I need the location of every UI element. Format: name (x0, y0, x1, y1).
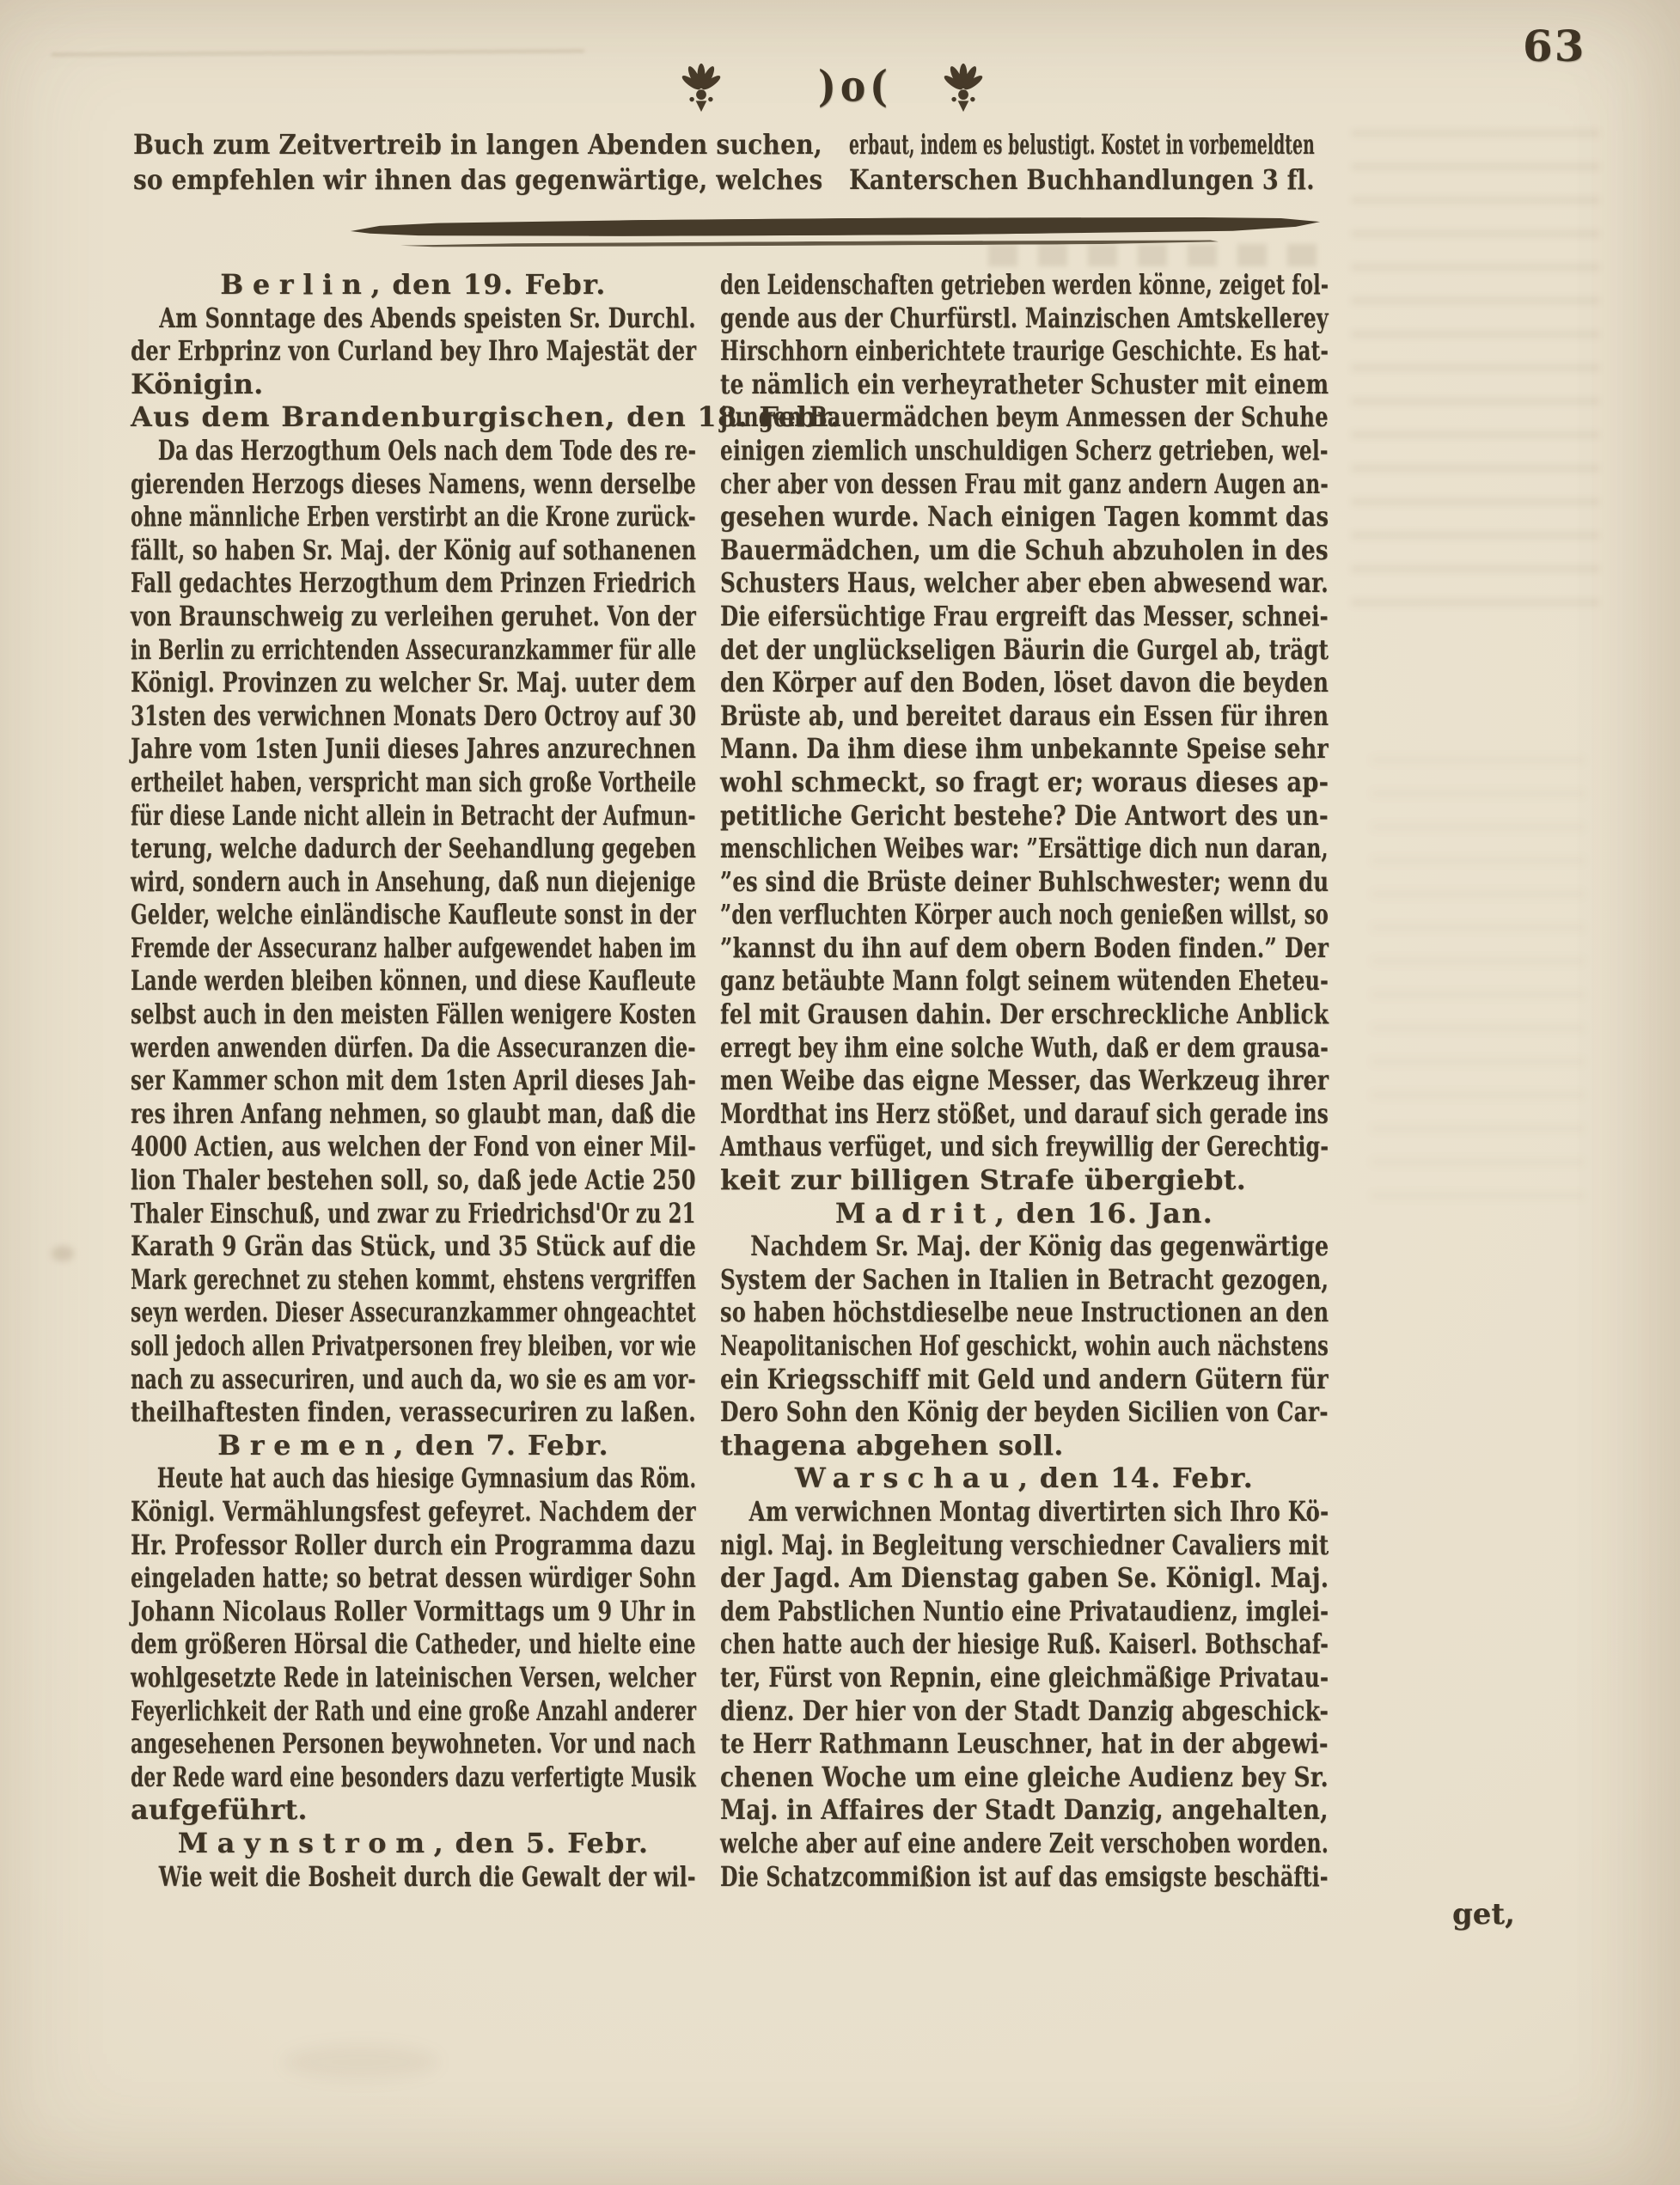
dateline-date: Aus dem Brandenburgischen, den 18. Febr. (131, 400, 841, 434)
text-line: Lande werden bleiben können, und diese Kaufleute (131, 964, 696, 998)
text-line: eingeladen hatte; so betrat dessen würdiger Sohn (131, 1561, 697, 1595)
section-heading (131, 268, 696, 302)
text-line: System der Sachen in Italien in Betracht gezogen, (720, 1262, 1329, 1296)
page-number: 63 (1523, 21, 1586, 71)
rule-thin-line (400, 240, 1219, 248)
text-line: der Rede ward eine besonders dazu verfertigte Musik (131, 1760, 696, 1793)
text-line: angesehenen Personen beywohneten. Vor und nach (131, 1727, 696, 1761)
text-column-right (720, 268, 1329, 1893)
text-line: 4000 Actien, aus welchen der Fond von einer Mil- (131, 1130, 697, 1163)
text-line: ”es sind die Brüste deiner Buhlschwester; wenn du (720, 864, 1329, 898)
text-line: Buch zum Zeitvertreib in langen Abenden suchen, (133, 128, 822, 161)
paper-stain (52, 1246, 74, 1261)
text-line: selbst auch in den meisten Fällen wenigere Kosten (131, 998, 697, 1031)
shell-fleuron-icon (938, 60, 988, 119)
text-line: Johann Nicolaus Roller Vormittags um 9 Uhr in (131, 1594, 696, 1627)
dateline-date: , den 16. Jan. (994, 1196, 1214, 1230)
printers-divider-icon: )o( (818, 62, 892, 113)
paper-stain (284, 2045, 438, 2079)
text-line: den Leidenschaften getrieben werden könne, zeiget fol- (720, 268, 1329, 301)
text-line: Königl. Provinzen zu welcher Sr. Maj. uuter dem (131, 666, 696, 699)
shell-fleuron-icon (676, 60, 726, 119)
text-line: ter, Fürst von Repnin, eine gleichmäßige Privatau- (720, 1660, 1329, 1694)
dateline-city: Maynstrom (177, 1826, 434, 1859)
text-line: cher aber von dessen Frau mit ganz andern Augen an- (720, 467, 1329, 500)
text-line: Mordthat ins Herz stößet, und darauf sich gerade ins (720, 1096, 1329, 1130)
text-line: so haben höchstdieselbe neue Instructionen an den (720, 1296, 1329, 1329)
text-line: fällt, so haben Sr. Maj. der König auf sothanenen (131, 533, 697, 566)
text-line: nigl. Maj. in Begleitung verschiedner Cavaliers mit (720, 1528, 1329, 1561)
text-line: Neapolitanischen Hof geschickt, wohin auch nächstens (720, 1329, 1329, 1362)
text-line: werden anwenden dürfen. Da die Assecuranzen die- (131, 1030, 696, 1064)
text-line: der Jagd. Am Dienstag gaben Se. Königl. Maj. (720, 1561, 1329, 1595)
text-line: terung, welche dadurch der Seehandlung gegeben (131, 832, 697, 865)
text-line: Brüste ab, und bereitet daraus ein Essen für ihren (720, 699, 1329, 732)
text-line: Nachdem Sr. Maj. der König das gegenwärtige (750, 1230, 1329, 1263)
text-line: menschlichen Weibes war: ”Ersättige dich nun daran, (720, 832, 1329, 865)
text-line: theilhaftesten finden, verassecuriren zu laßen. (131, 1395, 696, 1429)
text-line: Dero Sohn den König der beyden Sicilien von Car- (720, 1395, 1329, 1429)
text-line: chen hatte auch der hiesige Ruß. Kaiserl. Bothschaf- (720, 1627, 1329, 1661)
text-line: Karath 9 Grän das Stück, und 35 Stück auf die (131, 1230, 696, 1263)
bleed-through-text (1351, 129, 1600, 610)
dateline-city: Warschau (794, 1462, 1018, 1495)
text-line: thagena abgehen soll. (720, 1428, 1064, 1462)
text-column-left (131, 268, 841, 1893)
text-line: seyn werden. Dieser Assecuranzkammer ohngeachtet (131, 1296, 696, 1329)
dateline-city: Berlin (220, 268, 371, 301)
text-line: aufgeführt. (131, 1793, 308, 1827)
text-line: dem Pabstlichen Nuntio eine Privataudienz, imglei- (720, 1594, 1329, 1627)
dateline-date: , den 19. Febr. (370, 268, 607, 301)
text-line: chenen Woche um eine gleiche Audienz bey Sr. (720, 1760, 1329, 1793)
text-line: so empfehlen wir ihnen das gegenwärtige, welches (133, 163, 823, 196)
dateline-date: , den 14. Febr. (1017, 1462, 1255, 1495)
text-line: ser Kammer schon mit dem 1sten April dieses Jah- (131, 1064, 696, 1097)
text-line: res ihren Anfang nehmen, so glaubt man, daß die (131, 1096, 696, 1130)
text-line: ohne männliche Erben verstirbt an die Krone zurück- (131, 500, 696, 534)
text-line: erbaut, indem es belustigt. Kostet in vorbemeldten (849, 128, 1315, 161)
text-line: den Körper auf den Boden, löset davon die beyden (720, 666, 1329, 699)
text-line: te nämlich ein verheyratheter Schuster mit einem (720, 367, 1329, 400)
text-line: keit zur billigen Strafe übergiebt. (720, 1163, 1246, 1197)
section-heading (131, 1827, 696, 1860)
catchword: get, (1452, 1897, 1515, 1932)
text-line: ganz betäubte Mann folgt seinem wütenden Eheteu- (720, 964, 1329, 998)
section-heading (720, 1462, 1329, 1495)
section-heading (720, 1197, 1329, 1230)
text-line: Mann. Da ihm diese ihm unbekannte Speise sehr (720, 732, 1329, 766)
text-line: Königl. Vermählungsfest gefeyret. Nachdem der (131, 1494, 696, 1528)
text-line: dem größeren Hörsal die Catheder, und hielte eine (131, 1627, 696, 1661)
rule-bar (351, 216, 1320, 239)
text-line: Da das Herzogthum Oels nach dem Tode des re- (157, 433, 697, 467)
text-line: men Weibe das eigne Messer, das Werkzeug ihrer (720, 1064, 1329, 1097)
text-line: nach zu assecuriren, und auch da, wo sie es am vor- (131, 1362, 696, 1395)
dateline-date: , den 7. Febr. (394, 1428, 609, 1462)
text-line: gesehen wurde. Nach einigen Tagen kommt das (720, 500, 1329, 534)
text-line: ”kannst du ihn auf dem obern Boden finden.” Der (720, 931, 1329, 964)
text-line: wohlgesetzte Rede in lateinischen Versen, welcher (131, 1660, 697, 1694)
text-line: Maj. in Affaires der Stadt Danzig, angehalten, (720, 1793, 1329, 1827)
dateline-city: Madrit (834, 1196, 995, 1230)
dateline-date: , den 5. Febr. (433, 1826, 650, 1859)
text-line: Bauermädchen, um die Schuh abzuholen in des (720, 533, 1329, 566)
text-line: Amthaus verfüget, und sich freywillig der Gerechtig- (720, 1130, 1329, 1163)
text-line: Jahre vom 1sten Junii dieses Jahres anzurechnen (131, 732, 697, 766)
text-line: Mark gerechnet zu stehen kommt, ehstens vergriffen (131, 1262, 697, 1296)
text-line: ”den verfluchten Körper auch noch genießen willst, so (720, 898, 1329, 931)
section-heading (131, 1429, 696, 1462)
text-line: Feyerlichkeit der Rath und eine große Anzahl anderer (131, 1694, 697, 1727)
text-line: welche aber auf eine andere Zeit verschoben worden. (720, 1826, 1329, 1859)
text-line: erregt bey ihm eine solche Wuth, daß er dem grausa- (720, 1030, 1329, 1064)
text-line: Hirschhorn einberichtete traurige Geschichte. Es hat- (720, 334, 1329, 368)
text-line: Königin. (131, 367, 264, 400)
section-heading (131, 400, 841, 434)
text-line: soll jedoch allen Privatpersonen frey bleiben, vor wie (131, 1329, 697, 1362)
text-line: Am Sonntage des Abends speisten Sr. Durchl. (159, 301, 696, 334)
text-line: gende aus der Churfürstl. Mainzischen Amtskellerey (720, 301, 1329, 334)
text-line: jungen Bauermädchen beym Anmessen der Schuhe (720, 400, 1329, 434)
text-line: Schusters Haus, welcher aber eben abwesend war. (720, 566, 1329, 600)
text-line: Die eifersüchtige Frau ergreift das Messer, schnei- (720, 599, 1329, 632)
paper-scratch (52, 50, 584, 56)
text-line: Gelder, welche einländische Kaufleute sonst in der (131, 898, 696, 931)
text-line: lion Thaler bestehen soll, so, daß jede Actie 250 (131, 1163, 696, 1197)
intro-column-left (133, 127, 822, 198)
text-line: für diese Lande nicht allein in Betracht der Aufmun- (131, 798, 696, 832)
text-line: Thaler Einschuß, und zwar zu Friedrichsd'Or zu 21 (131, 1196, 696, 1230)
text-line: 31sten des verwichnen Monats Dero Octroy auf 30 (131, 699, 697, 732)
text-line: te Herr Rathmann Leuschner, hat in der abgewi- (720, 1727, 1329, 1761)
text-line: Fall gedachtes Herzogthum dem Prinzen Friedrich (131, 566, 696, 600)
text-line: fel mit Grausen dahin. Der erschreckliche Anblick (720, 998, 1329, 1031)
text-line: einigen ziemlich unschuldigen Scherz getrieben, wel- (720, 433, 1329, 467)
intro-column-right (849, 127, 1315, 198)
text-line: Fremde der Assecuranz halber aufgewendet haben im (131, 931, 697, 964)
text-line: wird, sondern auch in Ansehung, daß nun diejenige (131, 864, 696, 898)
text-line: Kanterschen Buchhandlungen 3 fl. (849, 163, 1315, 196)
text-line: Die Schatzcommißion ist auf das emsigste beschäfti- (720, 1859, 1329, 1893)
text-line: Wie weit die Bosheit durch die Gewalt der wil- (158, 1859, 696, 1893)
text-line: petitliche Gericht bestehe? Die Antwort des un- (720, 798, 1329, 832)
text-line: wohl schmeckt, so fragt er; woraus dieses ap- (720, 765, 1329, 798)
text-line: Hr. Professor Roller durch ein Programma dazu (131, 1528, 696, 1561)
text-line: in Berlin zu errichtenden Assecuranzkammer für alle (131, 632, 697, 666)
decorative-rule (351, 213, 1320, 254)
text-line: ein Kriegsschiff mit Geld und andern Gütern für (720, 1362, 1329, 1395)
text-line: der Erbprinz von Curland bey Ihro Majestät der (131, 334, 697, 368)
text-line: Am verwichnen Montag divertirten sich Ihro Kö- (748, 1494, 1329, 1528)
text-line: det der unglückseligen Bäurin die Gurgel ab, trägt (720, 632, 1329, 666)
bleed-through-text (1371, 756, 1585, 1203)
text-line: Heute hat auch das hiesige Gymnasium das Röm. (156, 1462, 697, 1495)
text-line: von Braunschweig zu verleihen geruhet. Von der (131, 599, 696, 632)
text-line: dienz. Der hier von der Stadt Danzig abgeschick- (720, 1694, 1329, 1727)
dateline-city: Bremen (217, 1428, 394, 1462)
text-line: ertheilet haben, verspricht man sich große Vortheile (131, 765, 697, 798)
text-line: gierenden Herzogs dieses Namens, wenn derselbe (131, 467, 696, 500)
